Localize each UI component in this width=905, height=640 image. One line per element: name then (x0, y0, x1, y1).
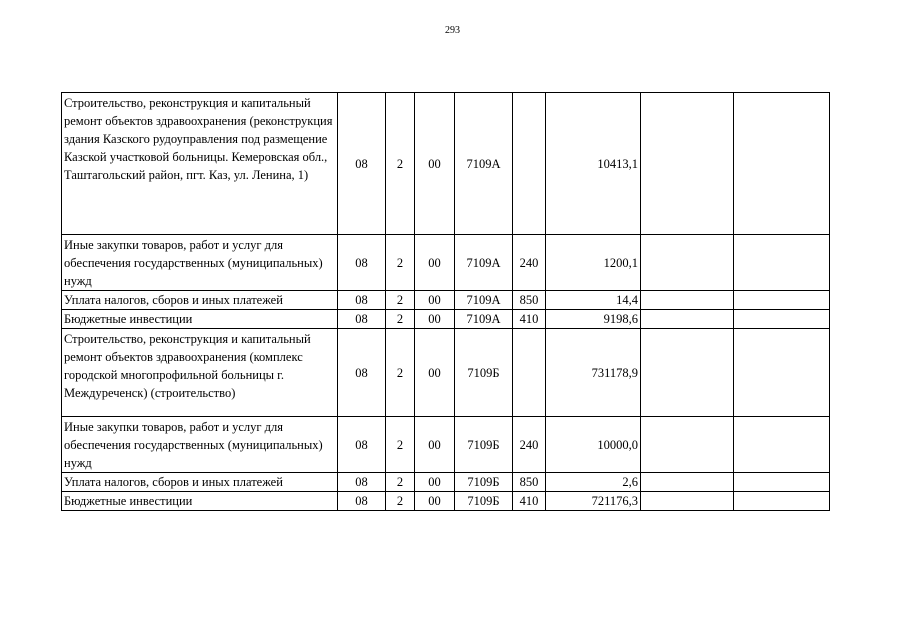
amount: 14,4 (546, 291, 641, 310)
section-code: 08 (338, 417, 386, 473)
extra-column-1 (641, 310, 734, 329)
table-row (62, 310, 830, 329)
main-event-code: 00 (415, 93, 455, 235)
subprogram-code: 2 (386, 492, 415, 511)
table-row (62, 93, 830, 235)
extra-column-2 (734, 417, 830, 473)
extra-column-1 (641, 473, 734, 492)
extra-column-2 (734, 310, 830, 329)
budget-table (61, 92, 830, 511)
expense-type-code: 410 (513, 310, 546, 329)
row-name: Уплата налогов, сборов и иных платежей (62, 291, 338, 310)
section-code: 08 (338, 329, 386, 417)
direction-code: 7109Б (455, 329, 513, 417)
main-event-code: 00 (415, 235, 455, 291)
row-name: Строительство, реконструкция и капитальный ремонт объектов здравоохранения (комплекс городской многопрофильной больницы г. Междуреченск) (строительство) (62, 329, 338, 417)
extra-column-2 (734, 291, 830, 310)
expense-type-code: 850 (513, 473, 546, 492)
amount: 9198,6 (546, 310, 641, 329)
table-row (62, 329, 830, 417)
table-row (62, 492, 830, 511)
row-name: Бюджетные инвестиции (62, 310, 338, 329)
extra-column-1 (641, 235, 734, 291)
amount: 1200,1 (546, 235, 641, 291)
main-event-code: 00 (415, 417, 455, 473)
direction-code: 7109Б (455, 492, 513, 511)
direction-code: 7109А (455, 235, 513, 291)
section-code: 08 (338, 473, 386, 492)
section-code: 08 (338, 291, 386, 310)
expense-type-code (513, 329, 546, 417)
page-number: 293 (445, 25, 460, 36)
main-event-code: 00 (415, 492, 455, 511)
row-name: Бюджетные инвестиции (62, 492, 338, 511)
subprogram-code: 2 (386, 310, 415, 329)
expense-type-code: 410 (513, 492, 546, 511)
subprogram-code: 2 (386, 291, 415, 310)
amount: 721176,3 (546, 492, 641, 511)
section-code: 08 (338, 492, 386, 511)
amount: 10413,1 (546, 93, 641, 235)
subprogram-code: 2 (386, 329, 415, 417)
row-name: Уплата налогов, сборов и иных платежей (62, 473, 338, 492)
main-event-code: 00 (415, 329, 455, 417)
section-code: 08 (338, 93, 386, 235)
extra-column-2 (734, 473, 830, 492)
table-row (62, 235, 830, 291)
main-event-code: 00 (415, 291, 455, 310)
extra-column-1 (641, 492, 734, 511)
subprogram-code: 2 (386, 417, 415, 473)
row-name: Иные закупки товаров, работ и услуг для обеспечения государственных (муниципальных) нужд (62, 235, 338, 291)
amount: 10000,0 (546, 417, 641, 473)
extra-column-2 (734, 93, 830, 235)
amount: 731178,9 (546, 329, 641, 417)
table-row (62, 473, 830, 492)
extra-column-1 (641, 329, 734, 417)
main-event-code: 00 (415, 310, 455, 329)
section-code: 08 (338, 235, 386, 291)
extra-column-2 (734, 235, 830, 291)
expense-type-code: 240 (513, 235, 546, 291)
subprogram-code: 2 (386, 93, 415, 235)
direction-code: 7109А (455, 93, 513, 235)
subprogram-code: 2 (386, 473, 415, 492)
extra-column-2 (734, 492, 830, 511)
amount: 2,6 (546, 473, 641, 492)
main-event-code: 00 (415, 473, 455, 492)
extra-column-1 (641, 291, 734, 310)
extra-column-2 (734, 329, 830, 417)
section-code: 08 (338, 310, 386, 329)
row-name: Строительство, реконструкция и капитальный ремонт объектов здравоохранения (реконструкция здания Казского рудоуправления под размещение Казской участковой больницы. Кемеровская обл., Таштагольский район, пгт. Каз, ул. Ленина, 1) (62, 93, 338, 235)
direction-code: 7109А (455, 291, 513, 310)
subprogram-code: 2 (386, 235, 415, 291)
row-name: Иные закупки товаров, работ и услуг для обеспечения государственных (муниципальных) нужд (62, 417, 338, 473)
table-row (62, 291, 830, 310)
table-row (62, 417, 830, 473)
direction-code: 7109Б (455, 417, 513, 473)
expense-type-code (513, 93, 546, 235)
extra-column-1 (641, 417, 734, 473)
expense-type-code: 850 (513, 291, 546, 310)
expense-type-code: 240 (513, 417, 546, 473)
direction-code: 7109А (455, 310, 513, 329)
extra-column-1 (641, 93, 734, 235)
direction-code: 7109Б (455, 473, 513, 492)
